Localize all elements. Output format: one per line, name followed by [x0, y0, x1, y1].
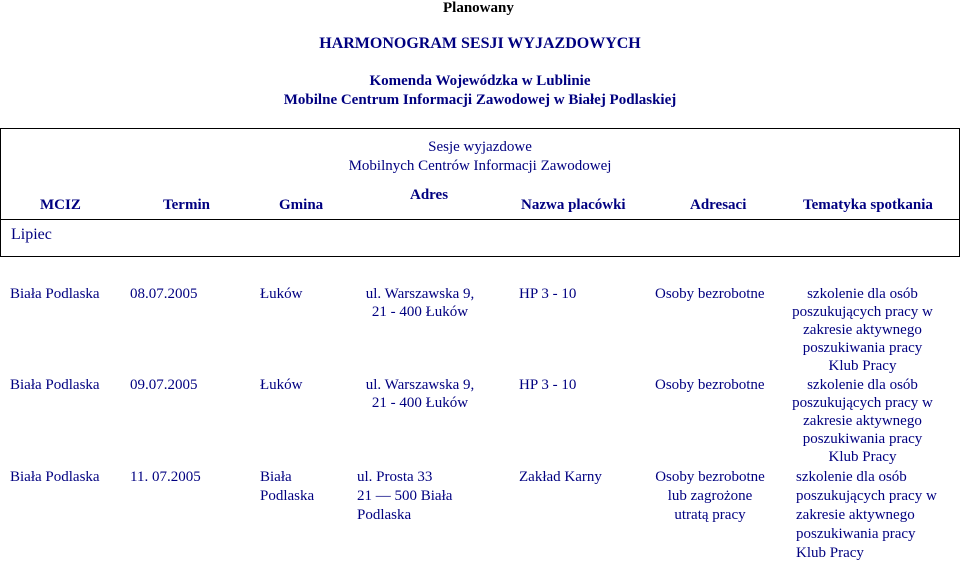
cell-tematyka-line-1: szkolenie dla osób [807, 286, 918, 302]
cell-gmina-line-2: Podlaska [260, 488, 315, 504]
cell-placowka: Zakład Karny [519, 469, 602, 485]
cell-tematyka-line-4: poszukiwania pracy [796, 526, 916, 542]
box-divider [0, 219, 960, 220]
cell-tematyka-line-2: poszukujących pracy w [792, 395, 933, 411]
box-title-line-1: Sesje wyjazdowe [428, 139, 532, 155]
col-header-adres: Adres [410, 187, 449, 203]
page-title: HARMONOGRAM SESJI WYJAZDOWYCH [319, 35, 641, 52]
cell-mciz: Biała Podlaska [10, 377, 100, 393]
col-header-adresaci: Adresaci [690, 197, 747, 213]
box-title-line-2: Mobilnych Centrów Informacji Zawodowej [348, 158, 612, 174]
cell-tematyka-line-3: zakresie aktywnego [803, 322, 922, 338]
cell-adres-line-1: ul. Warszawska 9, [365, 286, 475, 302]
cell-tematyka-line-1: szkolenie dla osób [796, 469, 907, 485]
cell-gmina: Łuków [260, 377, 303, 393]
col-header-tematyka: Tematyka spotkania [803, 197, 933, 213]
cell-adres-line-2: 21 - 400 Łuków [371, 304, 469, 320]
cell-adres-line-2: 21 - 400 Łuków [371, 395, 469, 411]
cell-adres-line-3: Podlaska [357, 507, 412, 523]
cell-gmina: Łuków [260, 286, 303, 302]
cell-placowka: HP 3 - 10 [519, 286, 577, 302]
cell-tematyka-line-2: poszukujących pracy w [792, 304, 933, 320]
cell-adresaci-line-2: lub zagrożone [667, 488, 753, 504]
cell-mciz: Biała Podlaska [10, 469, 100, 485]
cell-termin: 09.07.2005 [130, 377, 198, 393]
cell-adresaci: Osoby bezrobotne [655, 377, 765, 393]
cell-adresaci-line-3: utratą pracy [674, 507, 746, 523]
cell-tematyka-line-1: szkolenie dla osób [807, 377, 918, 393]
cell-mciz: Biała Podlaska [10, 286, 100, 302]
cell-adresaci: Osoby bezrobotne [655, 286, 765, 302]
cell-termin: 11. 07.2005 [130, 469, 201, 485]
col-header-mciz: MCIZ [40, 197, 81, 213]
org-line-2: Mobilne Centrum Informacji Zawodowej w Białej Podlaskiej [283, 92, 677, 108]
cell-gmina-line-1: Biała [260, 469, 292, 485]
col-header-gmina: Gmina [279, 197, 324, 213]
cell-tematyka-line-3: zakresie aktywnego [796, 507, 915, 523]
cell-placowka: HP 3 - 10 [519, 377, 577, 393]
cell-tematyka-line-5: Klub Pracy [796, 545, 864, 561]
col-header-placowka: Nazwa placówki [521, 197, 626, 213]
cell-termin: 08.07.2005 [130, 286, 198, 302]
cell-tematyka-line-5: Klub Pracy [828, 449, 897, 465]
cell-tematyka-line-4: poszukiwania pracy [802, 431, 923, 447]
cell-adres-line-2: 21 — 500 Biała [357, 488, 453, 504]
cell-adres-line-1: ul. Prosta 33 [357, 469, 433, 485]
cell-adresaci-line-1: Osoby bezrobotne [655, 469, 765, 485]
status-label: Planowany [443, 0, 514, 16]
cell-tematyka-line-2: poszukujących pracy w [796, 488, 937, 504]
cell-tematyka-line-4: poszukiwania pracy [802, 340, 923, 356]
cell-tematyka-line-5: Klub Pracy [828, 358, 897, 374]
cell-adres-line-1: ul. Warszawska 9, [365, 377, 475, 393]
org-line-1: Komenda Wojewódzka w Lublinie [369, 73, 591, 89]
cell-tematyka-line-3: zakresie aktywnego [803, 413, 922, 429]
month-label: Lipiec [11, 226, 52, 243]
col-header-termin: Termin [163, 197, 210, 213]
